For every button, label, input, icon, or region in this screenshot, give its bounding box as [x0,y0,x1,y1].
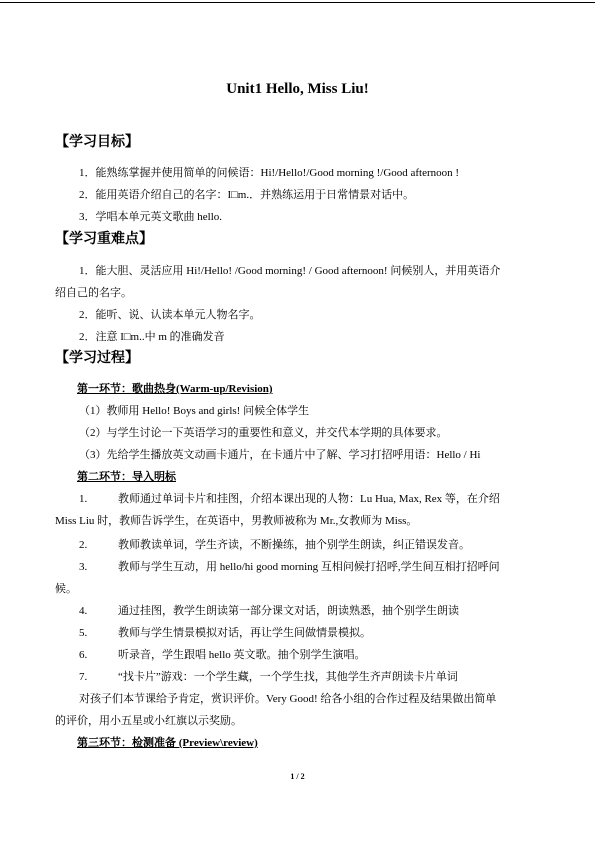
key-point-item-continued: 绍自己的名字。 [55,287,132,299]
goal-item: 1．能熟练掌握并使用简单的问候语：Hi!/Hello!/Good morning !/Good afternoon ! [79,167,460,179]
step2-item: 通过挂图，教学生朗读第一部分课文对话，朗读熟悉，抽个别学生朗读 [118,605,459,617]
document-title: Unit1 Hello, Miss Liu! [226,81,369,97]
step2-item: 教师通过单词卡片和挂图，介绍本课出现的人物：Lu Hua, Max, Rex 等，在介绍 [118,493,500,505]
header-rule [0,2,595,3]
step2-item-number: 7. [79,671,88,683]
step2-item: 教师教读单词，学生齐读，不断操练，抽个别学生朗读，纠正错误发音。 [118,539,470,551]
goal-item: 3．学唱本单元英文歌曲 hello. [79,211,222,223]
step1-title: 第一环节：歌曲热身(Warm-up/Revision) [77,383,273,395]
step2-item: “找卡片”游戏：一个学生藏，一个学生找，其他学生齐声朗读卡片单词 [118,671,458,683]
step1-item: （3）先给学生播放英文动画卡通片，在卡通片中了解、学习打招呼用语：Hello / Hi [79,449,481,461]
goal-item: 2．能用英语介绍自己的名字：I□m.．并熟练运用于日常情景对话中。 [79,189,415,201]
step2-item: 教师与学生互动，用 hello/hi good morning 互相问候打招呼,学生间互相打招呼问 [118,561,500,573]
step2-closing-continued: 的评价，用小五星或小红旗以示奖励。 [55,715,242,727]
step2-item: 听录音，学生跟唱 hello 英文歌。抽个别学生演唱。 [118,649,366,661]
section-heading-goals: 【学习目标】 [55,135,139,150]
step2-item: 教师与学生情景模拟对话，再让学生间做情景模拟。 [118,627,371,639]
key-point-item: 1．能大胆、灵活应用 Hi!/Hello! /Good morning! / Good afternoon! 问候别人，并用英语介 [79,265,501,277]
step2-item-number: 3. [79,561,88,573]
step2-item-number: 5. [79,627,88,639]
key-point-item: 2．能听、说、认读本单元人物名字。 [79,309,261,321]
step2-title: 第二环节：导入明标 [77,471,176,483]
key-point-item: 2．注意 I□m..中 m 的准确发音 [79,331,225,343]
section-heading-process: 【学习过程】 [55,351,139,366]
step3-title: 第三环节：检测准备 (Preview\review) [77,737,258,749]
page-number: 1 / 2 [290,772,305,781]
step1-item: （2）与学生讨论一下英语学习的重要性和意义，并交代本学期的具体要求。 [79,427,448,439]
step1-item: （1）教师用 Hello! Boys and girls! 问候全体学生 [79,405,310,417]
step2-item-number: 2. [79,539,88,551]
step2-item-number: 1. [79,493,88,505]
step2-item-continued: Miss Liu 时，教师告诉学生，在英语中，男教师被称为 Mr.,女教师为 Miss。 [55,515,418,527]
step2-item-number: 6. [79,649,88,661]
step2-item-continued: 候。 [55,583,77,595]
section-heading-key-points: 【学习重难点】 [55,232,153,247]
step2-closing: 对孩子们本节课给予肯定，赏识评价。Very Good! 给各小组的合作过程及结果做出简单 [79,693,497,705]
step2-item-number: 4. [79,605,88,617]
